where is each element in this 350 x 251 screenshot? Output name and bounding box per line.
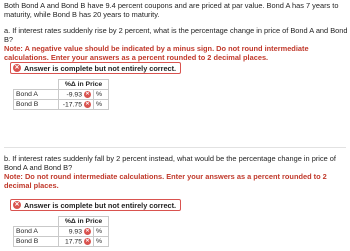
part-a-result-banner	[10, 62, 181, 74]
unit-label: %	[94, 237, 109, 247]
blank-header	[14, 80, 59, 90]
part-a-banner-text: Answer is complete but not entirely correct.	[24, 63, 177, 73]
part-b-question	[4, 154, 348, 190]
x-circle-icon: ✕	[85, 100, 90, 107]
answer-input[interactable]: 9.93 ✕	[59, 227, 94, 237]
unit-label: %	[94, 227, 109, 237]
part-b-banner-text: Answer is complete but not entirely correct.	[24, 200, 177, 210]
answer-input[interactable]: -17.75 ✕	[59, 100, 94, 110]
x-circle-icon: ✕	[85, 227, 90, 234]
part-a-answer-table	[13, 79, 109, 110]
part-a-note: Note: A negative value should be indicated by a minus sign. Do not round intermediate calculations. Enter your answers as a percent rounded to 2 decimal places.	[4, 44, 309, 62]
price-change-header: %Δ in Price	[59, 80, 109, 90]
part-b-result-banner	[10, 199, 181, 211]
part-b-question-text: b. If interest rates suddenly fall by 2 percent instead, what would be the percentage change in price of Bond A and Bond B?	[4, 154, 336, 172]
section-divider	[4, 147, 346, 148]
table-row	[14, 100, 109, 110]
bond-name: Bond B	[14, 237, 59, 247]
x-circle-icon: ✕	[14, 202, 20, 208]
table-row	[14, 227, 109, 237]
price-change-header: %Δ in Price	[59, 217, 109, 227]
problem-intro: Both Bond A and Bond B have 9.4 percent coupons and are priced at par value. Bond A has 7 years to maturity, while Bond B has 20 years to maturity.	[4, 1, 339, 19]
answer-input[interactable]: -9.93 ✕	[59, 90, 94, 100]
unit-label: %	[94, 100, 109, 110]
part-a-question	[4, 26, 348, 62]
part-b-note: Note: Do not round intermediate calculations. Enter your answers as a percent rounded to 2 decimal places.	[4, 172, 327, 190]
answer-input[interactable]: 17.75 ✕	[59, 237, 94, 247]
x-circle-icon: ✕	[14, 65, 20, 71]
x-circle-icon: ✕	[85, 237, 90, 244]
x-circle-icon: ✕	[85, 90, 90, 97]
part-a-question-text: a. If interest rates suddenly rise by 2 percent, what is the percentage change in price of Bond A and Bond B?	[4, 26, 348, 44]
table-row	[14, 237, 109, 247]
bond-name: Bond A	[14, 90, 59, 100]
unit-label: %	[94, 90, 109, 100]
table-row	[14, 90, 109, 100]
bond-name: Bond B	[14, 100, 59, 110]
part-b-answer-table	[13, 216, 109, 247]
blank-header	[14, 217, 59, 227]
bond-name: Bond A	[14, 227, 59, 237]
